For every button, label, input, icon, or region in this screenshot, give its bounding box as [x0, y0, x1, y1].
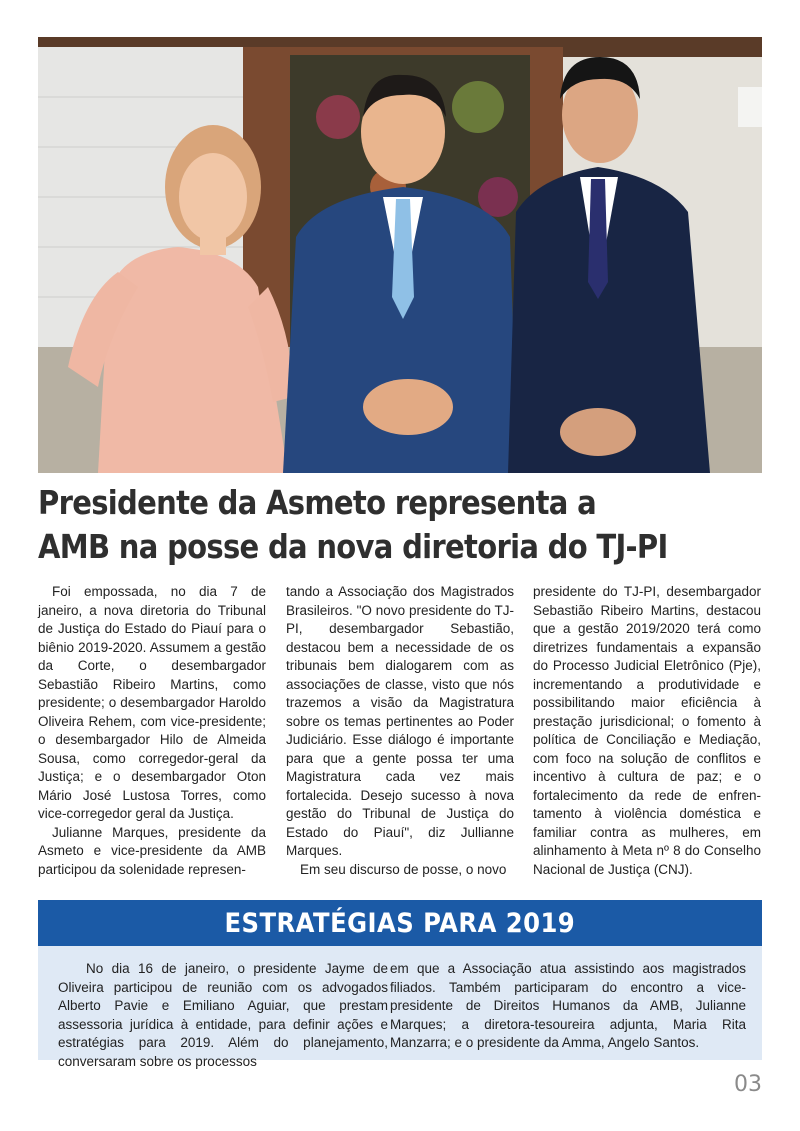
strategies-box-title: ESTRATÉGIAS PARA 2019 — [224, 908, 576, 939]
strategies-column-1-text: No dia 16 de janeiro, o presidente Jayme de Oliveira participou de reunião com os advogados Alberto Pavie e Emiliano Aguiar, que prestam assessoria jurídica à entidade, para definir ações e estratégias para 2019. Além do planejamento, conversaram sobre os processos — [58, 961, 388, 1069]
article-photo — [38, 37, 762, 473]
article-column-2 — [286, 583, 514, 879]
column-2-paragraph-2: Em seu discurso de posse, o novo — [300, 861, 507, 877]
headline-line-2: AMB na posse da nova diretoria do TJ-PI — [38, 527, 668, 566]
column-1-paragraph-2: Julianne Marques, presidente da Asmeto e vice-presidente da AMB participou da solenidade represen- — [38, 824, 266, 877]
strategies-column-2-text: em que a Associação atua assistindo aos magistrados filiados. Também participaram do encontro a vice-presidente de Direitos Humanos da AMB, Julianne Marques; a diretora-tesoureira adjunta, Maria Rita Manzarra; e o presidente da Amma, Angelo Santos. — [390, 961, 746, 1050]
photo-illustration — [38, 37, 762, 473]
article-headline — [38, 481, 675, 569]
strategies-column-2 — [390, 960, 746, 1053]
strategies-box — [38, 900, 762, 1069]
column-3-paragraph-1: presidente do TJ-PI, desembargador Sebastião Ribeiro Martins, destacou que a gestão 2019/2020 terá como diretrizes fundamentais a expansão do Processo Judicial Eletrônico (Pje), incrementando a produtividade e possibilitando maior eficiência à prestação jurisdicional; o fomento à política de Conciliação e Mediação, com foco na solução de conflitos e incentivo à cultura de paz; e o fortalecimento da rede de enfren-tamento à violência doméstica e familiar contra as mulheres, em alinhamento à Meta nº 8 do Conselho Nacional de Justiça (CNJ). — [533, 584, 761, 877]
strategies-box-header — [38, 900, 762, 946]
column-2-paragraph-1: tando a Associação dos Magistrados Brasileiros. "O novo presidente do TJ-PI, desembargador Sebastião, destacou bem a necessidade de os tribunais bem dialogarem com as associações de classe, visto que nós trazemos a visão da Magistratura sobre os temas pertinentes ao Poder Judiciário. Esse diálogo é importante para que a gente possa ter uma Magistratura cada vez mais fortalecida. Desejo sucesso à nova gestão do Tribunal de Justiça do Estado do Piauí", diz Jullianne Marques. — [286, 584, 514, 858]
article-column-3 — [533, 583, 761, 879]
column-1-paragraph-1: Foi empossada, no dia 7 de janeiro, a nova diretoria do Tribunal de Justiça do Estado do Piauí para o biênio 2019-2020. Assumem a gestão da Corte, o desembargador Sebastião Ribeiro Martins, como presidente; o desembargador Haroldo Oliveira Rehem, com vice-presidente; o desembargador Hilo de Almeida Sousa, como corregedor-geral da Justiça; e o desembargador Oton Mário José Lustosa Torres, como vice-corregedor geral da Justiça. — [38, 584, 266, 821]
article-column-1 — [38, 583, 266, 879]
page-number: 03 — [734, 1072, 762, 1097]
strategies-column-1 — [58, 960, 388, 1071]
headline-line-1: Presidente da Asmeto representa a — [38, 483, 596, 522]
